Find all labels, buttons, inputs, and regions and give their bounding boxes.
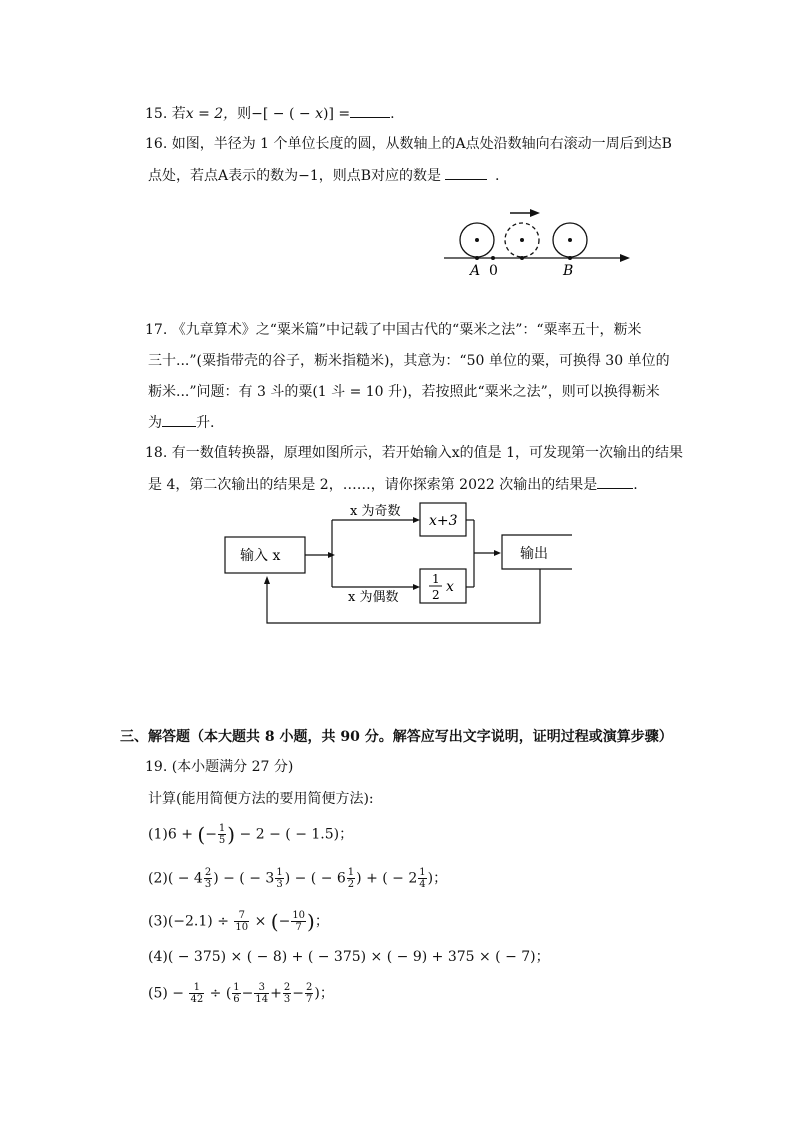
q15-text: 若: [171, 106, 186, 122]
q18-period: .: [633, 477, 638, 493]
q19-part-2: [148, 867, 447, 890]
q19-part-1: (1)6 + (− $\frac{1}{5}$ ) − 2 − ( − 1.5)；: [148, 822, 354, 847]
fraction: [418, 867, 426, 890]
feedback-line: [267, 569, 540, 623]
numerator: 1: [276, 867, 283, 878]
fraction: [254, 982, 269, 1005]
rolling-circle-figure: [440, 200, 640, 280]
input-label: 输入 x: [240, 548, 281, 564]
p2-text: ) − ( − 6: [284, 870, 346, 887]
question-16-line-2: [148, 165, 500, 186]
origin-dot: [491, 256, 495, 260]
question-18-line-2: [148, 474, 638, 495]
p2-text: )；: [427, 870, 448, 887]
q17-text: 《九章算术》之“粟米篇”中记载了中国古代的“粟米之法”：“粟率五十，粝米: [171, 322, 642, 338]
p2-text: ) + ( − 2: [356, 870, 418, 887]
answer-blank[interactable]: [350, 103, 390, 118]
fraction: [275, 867, 283, 890]
point-b-dot: [568, 256, 572, 260]
q18-text: 是 4，第二次输出的结果是 2，……，请你探索第 2022 次输出的结果是: [148, 477, 598, 493]
label-a: A: [470, 263, 481, 279]
question-15: [145, 103, 395, 124]
question-16-line-1: [145, 134, 672, 154]
answer-blank[interactable]: [162, 412, 196, 427]
numerator: 3: [254, 982, 269, 994]
p1-text: (1)6 +: [148, 826, 198, 843]
p5-text: )；: [314, 985, 334, 1002]
question-19-header: 19. (本小题满分 27 分): [145, 759, 294, 775]
q17-text-end: 升.: [196, 415, 215, 431]
axis-arrow: [620, 254, 630, 262]
q19-part-3: (3)(−2.1) ÷ $\frac{7}{10}$ × (− $\frac{10}{7}$ )；: [148, 909, 329, 934]
fraction: [283, 982, 291, 1005]
p5-text: ÷ (: [205, 985, 232, 1002]
q15-expression-end: )] =: [322, 106, 351, 122]
q19-part-4: (4)( − 375) × ( − 8) + ( − 375) × ( − 9) + 375 × ( − 7)；: [148, 949, 550, 965]
question-17-line-4: [148, 412, 214, 433]
paren: (: [270, 909, 279, 934]
fraction: [347, 867, 355, 890]
q15-var: x: [315, 106, 323, 122]
q15-period: .: [390, 106, 395, 122]
question-17-line-1: [145, 320, 642, 340]
numerator: 10: [292, 910, 306, 921]
question-number: 16.: [145, 136, 168, 152]
answer-blank[interactable]: [445, 165, 487, 180]
half-variable: x: [446, 579, 454, 595]
numerator: 2: [204, 867, 212, 878]
q16-text: 点处，若点A表示的数为−1，则点B对应的数是: [148, 168, 442, 184]
paren: (: [197, 822, 206, 847]
fraction: [232, 982, 240, 1005]
half-numerator: 1: [432, 572, 440, 586]
fraction: [204, 867, 212, 890]
half-denominator: 2: [432, 588, 440, 602]
p1-text-end: − 2 − ( − 1.5)；: [235, 826, 354, 843]
odd-label: x 为奇数: [350, 504, 401, 519]
denominator: 14: [255, 994, 269, 1005]
numerator: 1: [347, 867, 355, 878]
direction-arrow-head: [530, 209, 540, 217]
p3-text: (3)(−2.1) ÷: [148, 913, 234, 930]
paren: ): [227, 822, 236, 847]
denominator: 3: [283, 994, 291, 1005]
question-18-line-1: [145, 443, 683, 463]
denominator: 10: [235, 922, 249, 933]
fraction: [291, 910, 306, 933]
numerator: 1: [218, 823, 226, 834]
even-label: x 为偶数: [348, 590, 399, 605]
q16-text: 如图，半径为 1 个单位长度的圆，从数轴上的A点处沿数轴向右滚动一周后到达B: [171, 136, 672, 152]
q16-period: .: [495, 168, 500, 184]
number-converter-diagram: [220, 500, 580, 630]
operator: −: [241, 985, 254, 1002]
denominator: 4: [419, 879, 426, 890]
q17-text: 为: [148, 415, 162, 431]
numerator: 1: [233, 982, 240, 993]
output-label: 输出: [520, 546, 548, 562]
p3-text: ×: [250, 913, 271, 930]
circle-center: [568, 238, 572, 242]
question-17-line-3: 粝米...”问题：有 3 斗的粟(1 斗 = 10 升)，若按照此“粟米之法”，则可以换得粝米: [148, 384, 660, 400]
fraction: [234, 910, 249, 933]
section-title: 三、解答题（本大题共 8 小题，共 90 分。解答应写出文字说明，证明过程或演算步骤）: [120, 729, 673, 745]
fraction: [218, 823, 226, 846]
question-number: 18.: [145, 445, 168, 461]
fraction: [305, 982, 313, 1005]
q19-part-5: [148, 982, 334, 1005]
denominator: 3: [204, 879, 212, 890]
p2-text: (2)( − 4: [148, 870, 203, 887]
numerator: 2: [305, 982, 313, 993]
operator: −: [292, 985, 304, 1002]
half-box: [420, 569, 466, 603]
denominator: 3: [276, 879, 283, 890]
denominator: 7: [295, 922, 302, 933]
fraction: [189, 982, 204, 1005]
q15-condition: x = 2，: [185, 106, 238, 122]
label-zero: 0: [489, 263, 498, 279]
denominator: 42: [190, 994, 204, 1005]
numerator: 7: [234, 910, 249, 922]
question-19-instruction: 计算(能用简便方法的要用简便方法):: [148, 791, 374, 807]
denominator: 2: [347, 879, 355, 890]
paren: ): [307, 909, 315, 934]
numerator: 1: [189, 982, 204, 994]
point-a-dot: [475, 256, 479, 260]
question-number: 17.: [145, 322, 168, 338]
label-b: B: [563, 263, 574, 279]
question-17-line-2: 三十...”(粟指带壳的谷子，粝米指糙米)，其意为：“50 单位的粟，可换得 30 单位的: [148, 353, 670, 369]
operator: +: [270, 985, 282, 1002]
contact-dot: [520, 256, 524, 260]
q18-text: 有一数值转换器，原理如图所示，若开始输入x的值是 1，可发现第一次输出的结果: [171, 445, 683, 461]
denominator: 6: [233, 994, 240, 1005]
p5-text: (5) −: [148, 985, 189, 1002]
denominator: 7: [305, 994, 313, 1005]
answer-blank[interactable]: [597, 474, 633, 489]
circle-center: [520, 238, 524, 242]
p3-text: ；: [314, 913, 329, 930]
numerator: 1: [419, 867, 426, 878]
q15-expression: 则−[ − ( −: [237, 106, 316, 122]
question-number: 15.: [145, 106, 168, 122]
denominator: 5: [218, 835, 226, 846]
circle-center: [475, 238, 479, 242]
p2-text: ) − ( − 3: [213, 870, 275, 887]
numerator: 2: [283, 982, 291, 993]
plus-three-label: x+3: [429, 513, 458, 529]
